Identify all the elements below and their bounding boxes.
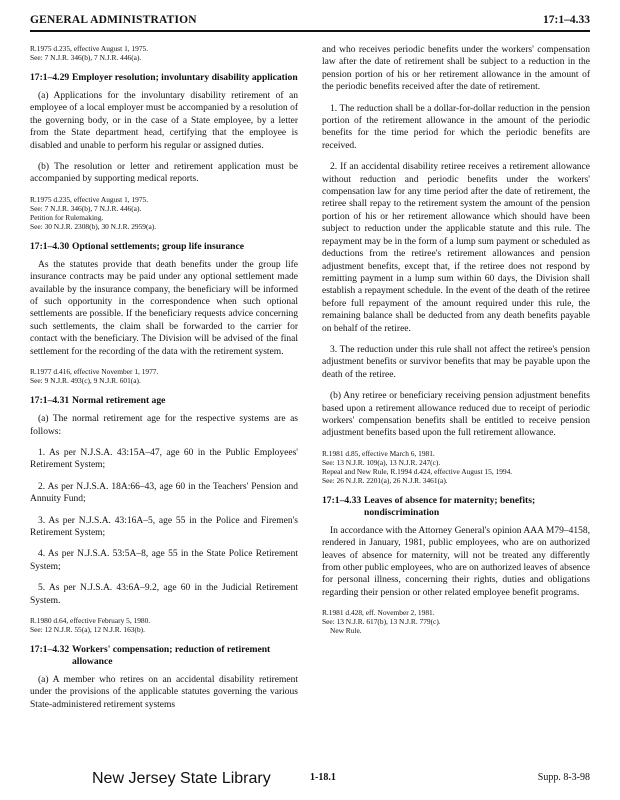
history-note: See: 9 N.J.R. 493(c), 9 N.J.R. 601(a). — [30, 376, 141, 386]
left-column — [30, 44, 298, 711]
history-note: Repeal and New Rule, R.1994 d.424, effective August 15, 1994. — [322, 466, 513, 476]
section-heading-4-32 — [30, 644, 298, 668]
paragraph: (a) The normal retirement age for the respective systems are as follows: — [30, 414, 298, 437]
section-title: Workers' compensation; reduction of retirement allowance — [72, 643, 271, 667]
section-title: Employer resolution; involuntary disability application — [72, 72, 298, 83]
library-stamp: New Jersey State Library — [92, 770, 271, 787]
history-note: R.1977 d.416, effective November 1, 1977. — [30, 367, 159, 377]
right-column — [322, 44, 590, 635]
history-note: New Rule. — [330, 626, 362, 636]
history-note: R.1975 d.235, effective August 1, 1975. — [30, 44, 149, 53]
page-footer — [30, 770, 590, 792]
history-note: R.1975 d.235, effective August 1, 1975. — [30, 194, 149, 204]
page-number: 1-18.1 — [310, 772, 336, 783]
list-item: 2. If an accidental disability retiree receives a retirement allowance without reduction and periodic benefits under the workers' compensation law for any time period after the date of retirement, the retiree shall repay to the retirement system the amount of the pension portion of his or her retirement allowance which should have been subject to reduction under the applicable statute and this rule. The repayment may be in the form of a lump sum payment or scheduled as deductions from the retiree's retirement allowances and pension adjustment benefits, except that, if the retiree does not respond by remitting payment in a lump sum within 60 days, the Division shall establish a repayment schedule. In the event of the death of the retiree before full repayment of the amount required under this rule, the remaining balance shall be deducted from any death benefits payable on behalf of the retiree. — [322, 162, 590, 334]
section-heading-4-30 — [30, 241, 298, 253]
paragraph: In accordance with the Attorney General's opinion AAA M79–4158, rendered in January, 1981, public employees, who are on authorized leaves of absence for maternity, will not be treated any differently from other public employees, who are on authorized leaves of absence for personal illness, concerning their rights, duties and obligations regarding their pension or other related employee benefit programs. — [322, 525, 590, 598]
paragraph: (b) The resolution or letter and retirement application must be accompanied by supporting medical reports. — [30, 162, 298, 185]
history-note: See: 7 N.J.R. 346(b), 7 N.J.R. 446(a). — [30, 203, 142, 213]
history-note: See: 30 N.J.R. 2308(b), 30 N.J.R. 2959(a). — [30, 221, 157, 231]
section-number: 17:1–4.29 — [30, 72, 70, 83]
header-section-range: 17:1–4.33 — [543, 14, 590, 26]
list-item: 5. As per N.J.S.A. 43:6A–9.2, age 60 in the Judicial Retirement System. — [30, 583, 298, 606]
history-note: See: 26 N.J.R. 2201(a), 26 N.J.R. 3461(a). — [322, 475, 448, 485]
section-title: Normal retirement age — [72, 395, 166, 407]
paragraph: (b) Any retiree or beneficiary receiving pension adjustment benefits based upon a retirement allowance reduced due to receipt of periodic workers' compensation benefits shall be entitled to receive pension adjustment benefits based upon the full retirement allowance. — [322, 391, 590, 439]
section-number: 17:1–4.32 — [30, 643, 70, 655]
section-heading-4-33 — [322, 495, 590, 519]
paragraph: (a) Applications for the involuntary disability retirement of an employee of a local employer must be accompanied by a resolution of the governing body, or in the case of a State employee, by a letter from the State department head, certifying that the employee is disabled and unable to perform his regular or assigned duties. — [30, 91, 298, 151]
running-header — [30, 12, 590, 32]
section-number: 17:1–4.31 — [30, 395, 70, 407]
paragraph: (a) A member who retires on an accidental disability retirement under the provisions of the applicable statutes governing the various State-administered retirement systems — [30, 674, 298, 710]
list-item: 2. As per N.J.S.A. 18A:66–43, age 60 in the Teachers' Pension and Annuity Fund; — [30, 481, 298, 505]
header-chapter-title: GENERAL ADMINISTRATION — [30, 14, 197, 26]
section-number: 17:1–4.30 — [30, 240, 70, 252]
history-note: R.1980 d.64, effective February 5, 1980. — [30, 615, 151, 625]
list-item: 3. The reduction under this rule shall not affect the retiree's pension adjustment benefits or survivor benefits that may be payable upon the death of the retiree. — [322, 344, 590, 380]
paragraph-continued: and who receives periodic benefits under the workers' compensation law after the date of retirement shall be subject to a reduction in the pension portion of his or her retirement allowance in the amount of the periodic benefits received after the date of retirement. — [322, 45, 590, 93]
history-note: See: 7 N.J.R. 346(b), 7 N.J.R. 446(a). — [30, 53, 142, 62]
list-item: 3. As per N.J.S.A. 43:16A–5, age 55 in the Police and Firemen's Retirement System; — [30, 515, 298, 538]
list-item: 1. As per N.J.S.A. 43:15A–47, age 60 in the Public Employees' Retirement System; — [30, 447, 298, 471]
section-heading-4-29 — [30, 72, 298, 84]
history-note: See: 13 N.J.R. 109(a), 13 N.J.R. 247(c). — [322, 457, 441, 467]
history-note: See: 12 N.J.R. 55(a), 12 N.J.R. 163(b). — [30, 624, 145, 634]
section-number: 17:1–4.33 — [322, 494, 362, 506]
supplement-date: Supp. 8-3-98 — [537, 772, 590, 783]
list-item: 4. As per N.J.S.A. 53:5A–8, age 55 in the State Police Retirement System; — [30, 549, 298, 572]
history-note: R.1981 d.428, eff. November 2, 1981. — [322, 608, 435, 618]
section-title: Leaves of absence for maternity; benefits; nondiscrimination — [364, 494, 536, 518]
history-note: See: 13 N.J.R. 617(b), 13 N.J.R. 779(c). — [322, 617, 441, 627]
section-heading-4-31 — [30, 395, 298, 407]
list-item: 1. The reduction shall be a dollar-for-dollar reduction in the pension portion of the retirement allowance in the amount of the periodic benefits for the time period for which the periodic benefits are received. — [322, 103, 590, 151]
section-title: Optional settlements; group life insurance — [72, 240, 244, 252]
history-note: Petition for Rulemaking. — [30, 212, 104, 222]
paragraph: As the statutes provide that death benefits under the group life insurance contracts may be paid under any optional settlement made available by the insurance company, the beneficiary will be informed of such opportunity in the correspondence when such optional settlements are possible. If the beneficiary requests advice concerning such settlements, the claim shall be forwarded to the carrier for contact with the beneficiary. The Division will be advised of the final settlement for the recording of the data with the retirement system. — [30, 259, 298, 357]
history-note: R.1981 d.85, effective March 6, 1981. — [322, 448, 435, 458]
